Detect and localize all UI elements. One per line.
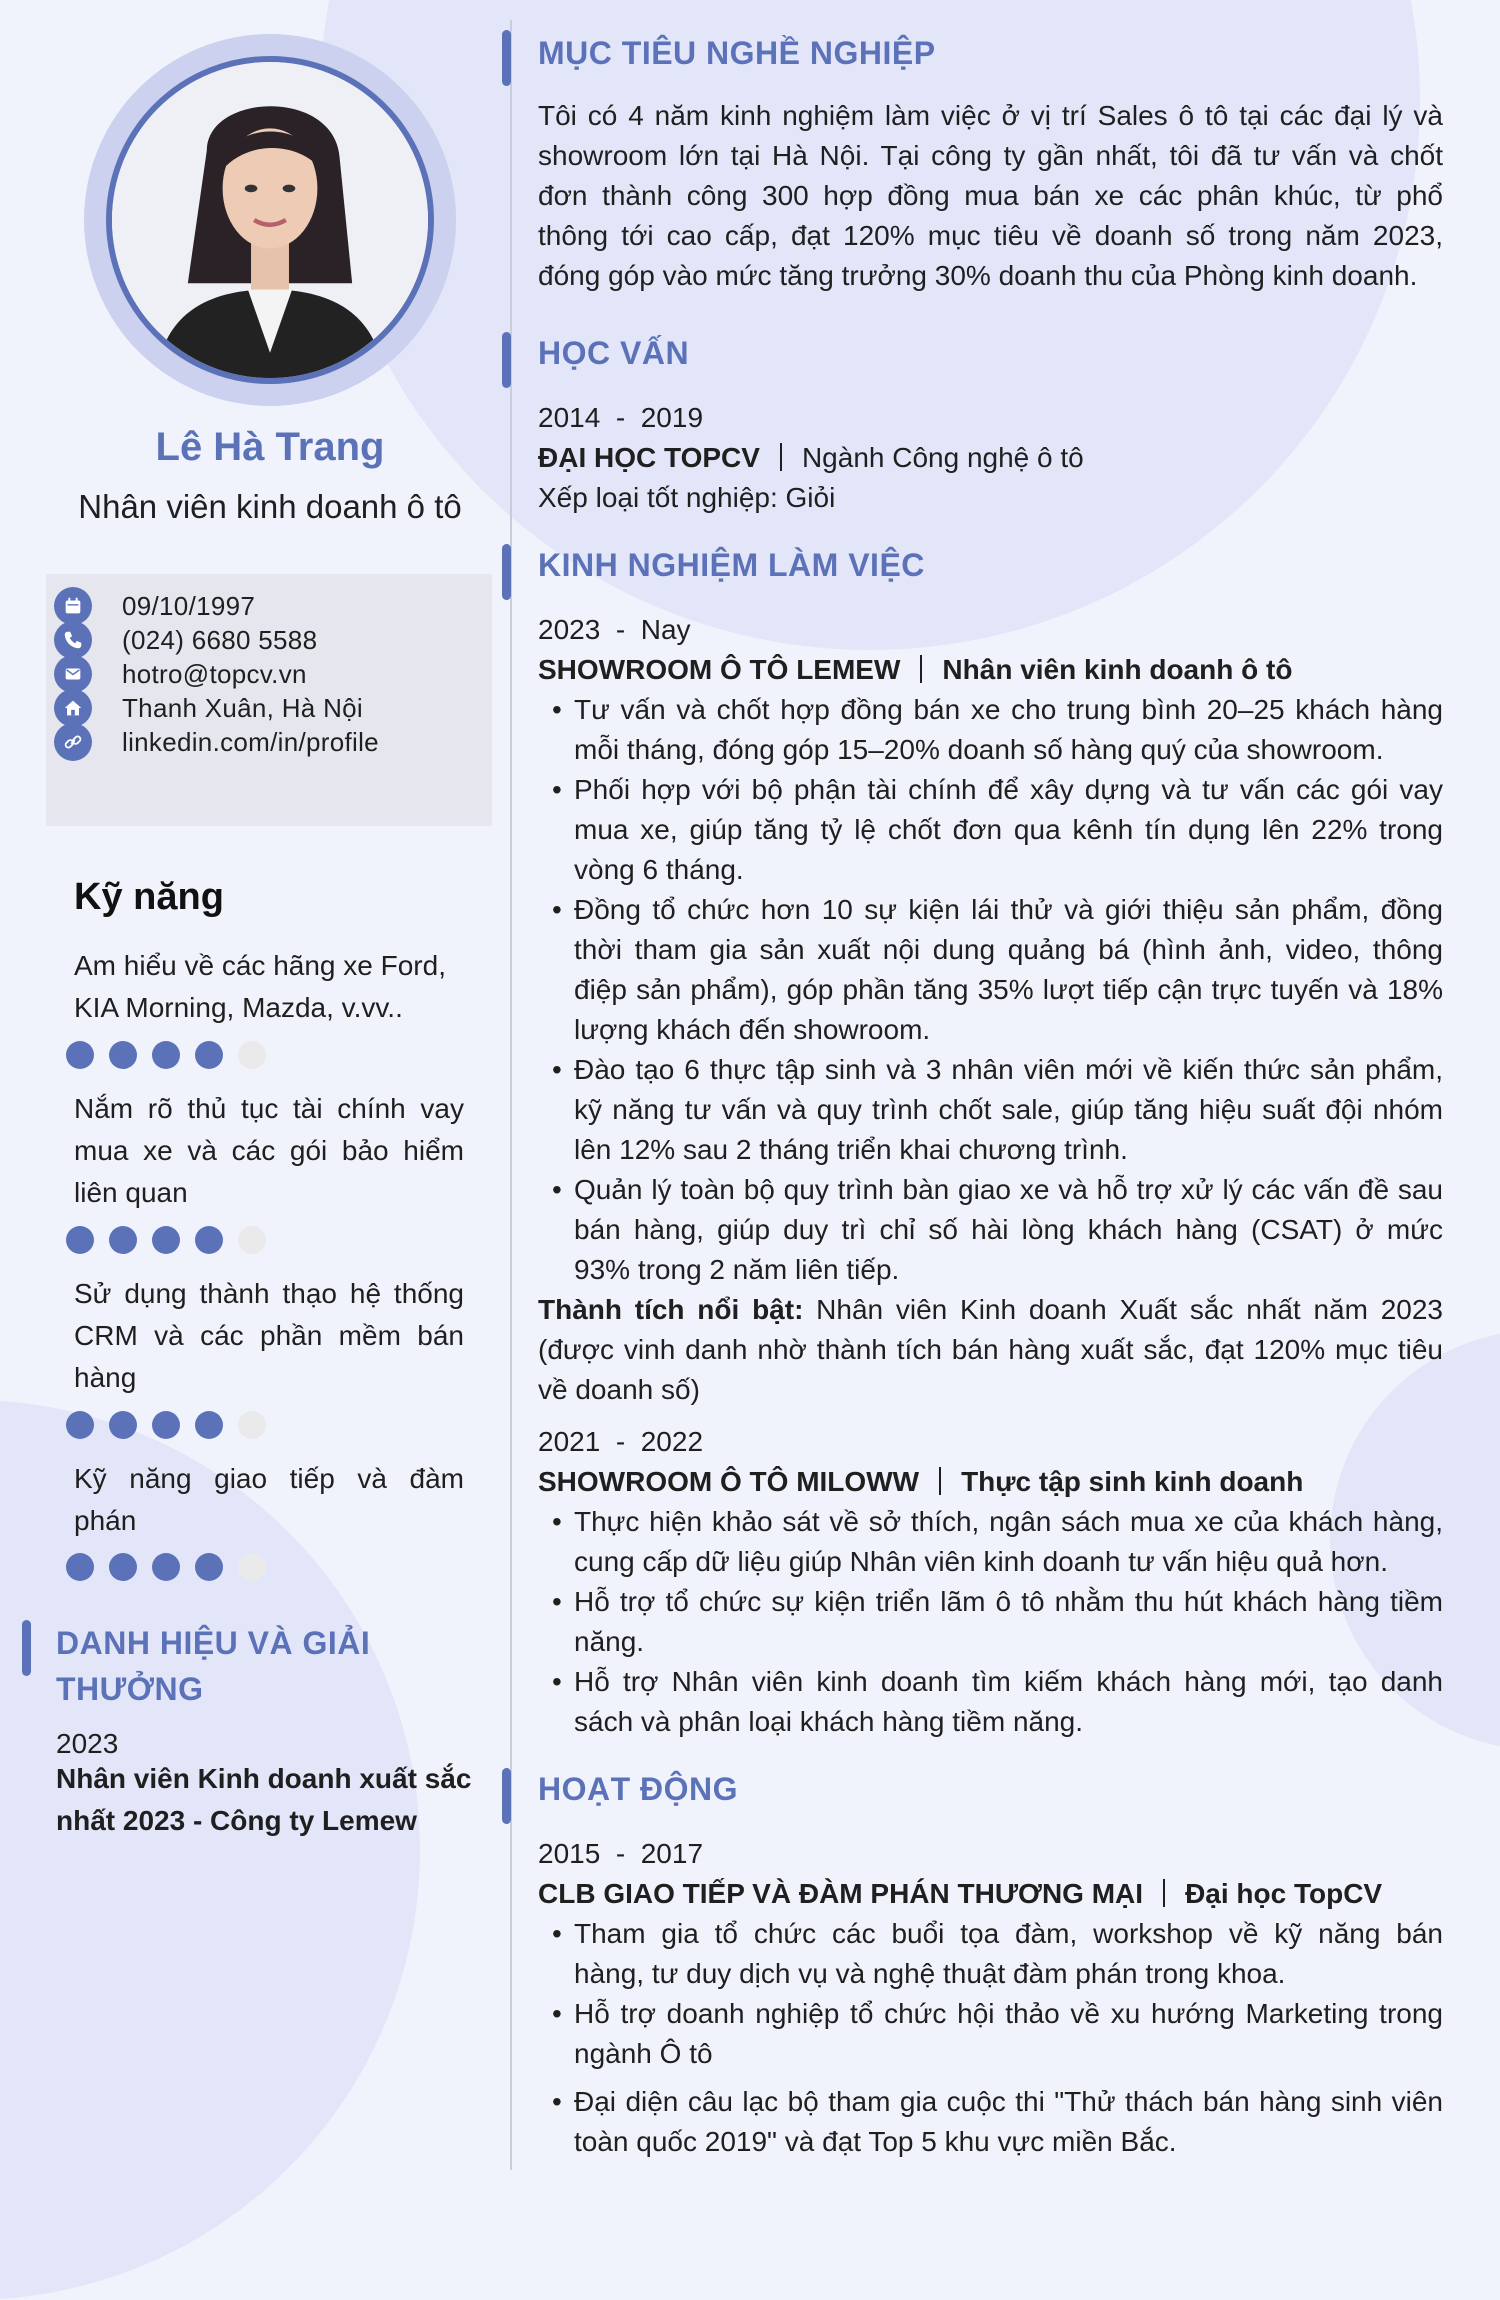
- objective-title: MỤC TIÊU NGHỀ NGHIỆP: [538, 35, 936, 71]
- objective-line: thông tới cao cấp, đạt 120% mục tiêu về doanh số trong năm 2023,: [538, 220, 1443, 251]
- awards-accent-bar: [22, 1620, 31, 1676]
- list-item: [538, 2082, 1443, 2162]
- bullet-line: lên 12% sau 2 tháng triển khai chương trình.: [574, 1134, 1128, 1165]
- bullet-line: toàn quốc 2019" và đạt Top 5 khu vực miền Bắc.: [574, 2126, 1177, 2157]
- list-item: [538, 1662, 1443, 1742]
- bullet-line: cung cấp dữ liệu giúp Nhân viên kinh doanh tư vấn hiệu quả hơn.: [574, 1546, 1388, 1577]
- bullet-line: • Hỗ trợ Nhân viên kinh doanh tìm kiếm khách hàng mới, tạo danh: [574, 1666, 1443, 1697]
- objective-accent-bar: [502, 30, 511, 86]
- rating-dot-empty: [238, 1553, 266, 1581]
- skill-3: [74, 1273, 464, 1399]
- job-1-bullets: [538, 690, 1443, 1290]
- bullet-line: vòng 6 tháng.: [574, 854, 744, 885]
- skill-4-line: phán: [74, 1505, 137, 1536]
- skill-1-line: Am hiểu về các hãng xe Ford,: [74, 950, 446, 981]
- rating-dot-filled: [109, 1553, 137, 1581]
- activity-header: [538, 1874, 1382, 1914]
- avatar-portrait-icon: [112, 62, 428, 378]
- rating-dot-filled: [195, 1226, 223, 1254]
- bullet-line: • Đồng tổ chức hơn 10 sự kiện lái thử và giới thiệu sản phẩm, đồng: [574, 894, 1443, 925]
- email-text[interactable]: hotro@topcv.vn: [122, 658, 307, 689]
- skill-2-line: liên quan: [74, 1177, 188, 1208]
- objective-line: Tôi có 4 năm kinh nghiệm làm việc ở vị trí Sales ô tô tại các đại lý và: [538, 100, 1443, 131]
- skill-3-line: CRM và các phần mềm bán: [74, 1320, 464, 1351]
- job-1-company: SHOWROOM Ô TÔ LEMEW: [538, 654, 901, 685]
- awards-title-line: DANH HIỆU VÀ GIẢI: [56, 1625, 371, 1661]
- activities-title: HOẠT ĐỘNG: [538, 1771, 739, 1807]
- award-text: [56, 1758, 486, 1842]
- bullet-line: • Thực hiện khảo sát về sở thích, ngân sách mua xe của khách hàng,: [574, 1506, 1443, 1537]
- list-item: [538, 1582, 1443, 1662]
- bullet-line: • Đại diện câu lạc bộ tham gia cuộc thi "Thử thách bán hàng sinh viên: [574, 2086, 1443, 2117]
- bullet-line: • Đào tạo 6 thực tập sinh và 3 nhân viên mới về kiến thức sản phẩm,: [574, 1054, 1443, 1085]
- experience-title: KINH NGHIỆM LÀM VIỆC: [538, 547, 925, 583]
- bullet-line: năng.: [574, 1626, 645, 1657]
- award-text-line: Nhân viên Kinh doanh xuất sắc: [56, 1763, 472, 1794]
- experience-accent-bar: [502, 544, 511, 600]
- rating-dot-filled: [109, 1411, 137, 1439]
- job-2-period: 2021 - 2022: [538, 1426, 704, 1457]
- rating-dot-empty: [238, 1226, 266, 1254]
- rating-dot-filled: [66, 1553, 94, 1581]
- rating-dot-filled: [152, 1411, 180, 1439]
- bullet-line: lượng khách đến showroom.: [574, 1014, 931, 1045]
- skill-2-line: mua xe và các gói bảo hiểm: [74, 1135, 464, 1166]
- rating-dot-filled: [195, 1041, 223, 1069]
- contact-box: [46, 574, 492, 826]
- objective-line: đóng góp vào mức tăng trưởng 30% doanh thu của Phòng kinh doanh.: [538, 260, 1418, 291]
- skill-1-rating: [66, 1041, 281, 1071]
- bullet-line: hàng, tư duy dịch vụ và nghệ thuật đàm phán trong khoa.: [574, 1958, 1286, 1989]
- award-year: 2023: [56, 1728, 119, 1759]
- job-1-position: Nhân viên kinh doanh ô tô: [942, 654, 1293, 685]
- job-1-period: 2023 - Nay: [538, 614, 691, 645]
- education-school: ĐẠI HỌC TOPCV: [538, 442, 760, 473]
- bullet-line: 93% trong 2 năm liên tiếp.: [574, 1254, 900, 1285]
- skill-2-rating: [66, 1226, 281, 1256]
- rating-dot-filled: [66, 1411, 94, 1439]
- awards-title-line: THƯỞNG: [56, 1671, 204, 1707]
- job-1-header: [538, 650, 1292, 690]
- list-item: [538, 1502, 1443, 1582]
- rating-dot-filled: [195, 1411, 223, 1439]
- rating-dot-filled: [152, 1226, 180, 1254]
- activity-period: 2015 - 2017: [538, 1838, 704, 1869]
- skill-4: [74, 1458, 464, 1542]
- rating-dot-empty: [238, 1411, 266, 1439]
- bullet-line: ngành Ô tô: [574, 2038, 713, 2069]
- education-title: HỌC VẤN: [538, 335, 690, 371]
- separator: [780, 443, 782, 471]
- bullet-line: điệp sản phẩm), góp phần tăng 35% lượt tiếp cận trực tuyến và 18%: [574, 974, 1443, 1005]
- achievement-line: [538, 1290, 1443, 1330]
- job-2-header: [538, 1462, 1303, 1502]
- skill-3-line: hàng: [74, 1362, 137, 1393]
- candidate-name: Lê Hà Trang: [155, 425, 385, 469]
- achievement-line: (được vinh danh nhờ thành tích bán hàng xuất sắc, đạt 120% mục tiêu: [538, 1334, 1443, 1365]
- bullet-line: • Hỗ trợ tổ chức sự kiện triển lãm ô tô nhằm thu hút khách hàng tiềm: [574, 1586, 1443, 1617]
- objective-text: [538, 96, 1443, 296]
- job-2-company: SHOWROOM Ô TÔ MILOWW: [538, 1466, 920, 1497]
- skills-title: Kỹ năng: [74, 876, 224, 918]
- award-text-line: nhất 2023 - Công ty Lemew: [56, 1805, 417, 1836]
- separator: [920, 655, 922, 683]
- list-item: [538, 1170, 1443, 1290]
- job-2-bullets: [538, 1502, 1443, 1742]
- awards-title: [56, 1620, 476, 1712]
- skill-1: [74, 945, 464, 1029]
- skill-4-rating: [66, 1553, 281, 1583]
- bullet-line: mỗi tháng, đóng góp 15–20% doanh số hàng quý của showroom.: [574, 734, 1384, 765]
- education-accent-bar: [502, 332, 511, 388]
- rating-dot-filled: [109, 1226, 137, 1254]
- rating-dot-filled: [195, 1553, 223, 1581]
- objective-line: đơn thành công 300 hợp đồng mua bán xe các phân khúc, từ phổ: [538, 180, 1443, 211]
- activity-place: Đại học TopCV: [1185, 1878, 1383, 1909]
- activity-org: CLB GIAO TIẾP VÀ ĐÀM PHÁN THƯƠNG MẠI: [538, 1878, 1144, 1909]
- list-item: [538, 1914, 1443, 1994]
- rating-dot-filled: [66, 1041, 94, 1069]
- job-1-achievement: [538, 1290, 1443, 1410]
- bullet-line: • Tham gia tổ chức các buổi tọa đàm, workshop về kỹ năng bán: [574, 1918, 1443, 1949]
- education-major: Ngành Công nghệ ô tô: [801, 442, 1084, 473]
- avatar: [106, 56, 434, 384]
- education-grade: Xếp loại tốt nghiệp: Giỏi: [538, 482, 836, 513]
- contact-linkedin: [54, 722, 379, 762]
- address-text: Thanh Xuân, Hà Nội: [122, 692, 363, 723]
- bullet-line: kỹ năng tư vấn và quy trình chốt sale, giúp tăng hiệu suất đội nhóm: [574, 1094, 1443, 1125]
- education-period: 2014 - 2019: [538, 402, 704, 433]
- bullet-line: • Hỗ trợ doanh nghiệp tổ chức hội thảo về xu hướng Marketing trong: [574, 1998, 1443, 2029]
- skill-2-line: Nắm rõ thủ tục tài chính vay: [74, 1093, 464, 1124]
- bullet-line: sách và phân loại khách hàng tiềm năng.: [574, 1706, 1084, 1737]
- activity-bullets: [538, 1914, 1443, 2162]
- achievement-line: về doanh số): [538, 1374, 700, 1405]
- left-column: [0, 0, 500, 2190]
- skill-1-line: KIA Morning, Mazda, v.vv..: [74, 992, 403, 1023]
- skill-3-line: Sử dụng thành thạo hệ thống: [74, 1278, 464, 1309]
- rating-dot-filled: [152, 1041, 180, 1069]
- bullet-line: • Tư vấn và chốt hợp đồng bán xe cho trung bình 20–25 khách hàng: [574, 694, 1443, 725]
- skill-3-rating: [66, 1411, 281, 1441]
- education-school-line: [538, 438, 1084, 478]
- rating-dot-filled: [152, 1553, 180, 1581]
- achievement-text: Nhân viên Kinh doanh Xuất sắc nhất năm 2023: [803, 1294, 1443, 1325]
- separator: [939, 1467, 941, 1495]
- bullet-line: • Phối hợp với bộ phận tài chính để xây dựng và tư vấn các gói vay: [574, 774, 1443, 805]
- bullet-line: thời tham gia sản xuất nội dung quảng bá (hình ảnh, video, thông: [574, 934, 1443, 965]
- skill-4-line: Kỹ năng giao tiếp và đàm: [74, 1463, 464, 1494]
- objective-line: showroom lớn tại Hà Nội. Tại công ty gần nhất, tôi đã tư vấn và chốt: [538, 140, 1443, 171]
- candidate-title: Nhân viên kinh doanh ô tô: [78, 488, 462, 525]
- achievement-label: Thành tích nổi bật:: [538, 1294, 804, 1325]
- rating-dot-empty: [238, 1041, 266, 1069]
- bullet-line: bán hàng, giúp duy trì chỉ số hài lòng khách hàng (CSAT) ở mức: [574, 1214, 1443, 1245]
- list-item: [538, 1050, 1443, 1170]
- rating-dot-filled: [109, 1041, 137, 1069]
- skill-2: [74, 1088, 464, 1214]
- list-item: [538, 890, 1443, 1050]
- bullet-line: • Quản lý toàn bộ quy trình bàn giao xe và hỗ trợ xử lý các vấn đề sau: [574, 1174, 1443, 1205]
- rating-dot-filled: [66, 1226, 94, 1254]
- list-item: [538, 1994, 1443, 2074]
- activities-accent-bar: [502, 1768, 511, 1824]
- list-item: [538, 770, 1443, 890]
- bullet-line: mua xe, giúp tăng tỷ lệ chốt đơn qua kênh tín dụng lên 22% trong: [574, 814, 1443, 845]
- dob-text: 09/10/1997: [122, 590, 256, 621]
- job-2-position: Thực tập sinh kinh doanh: [961, 1466, 1304, 1497]
- separator: [1163, 1879, 1165, 1907]
- list-item: [538, 690, 1443, 770]
- link-icon: [54, 723, 92, 761]
- phone-text[interactable]: (024) 6680 5588: [122, 624, 318, 655]
- linkedin-link[interactable]: linkedin.com/in/profile: [122, 726, 379, 757]
